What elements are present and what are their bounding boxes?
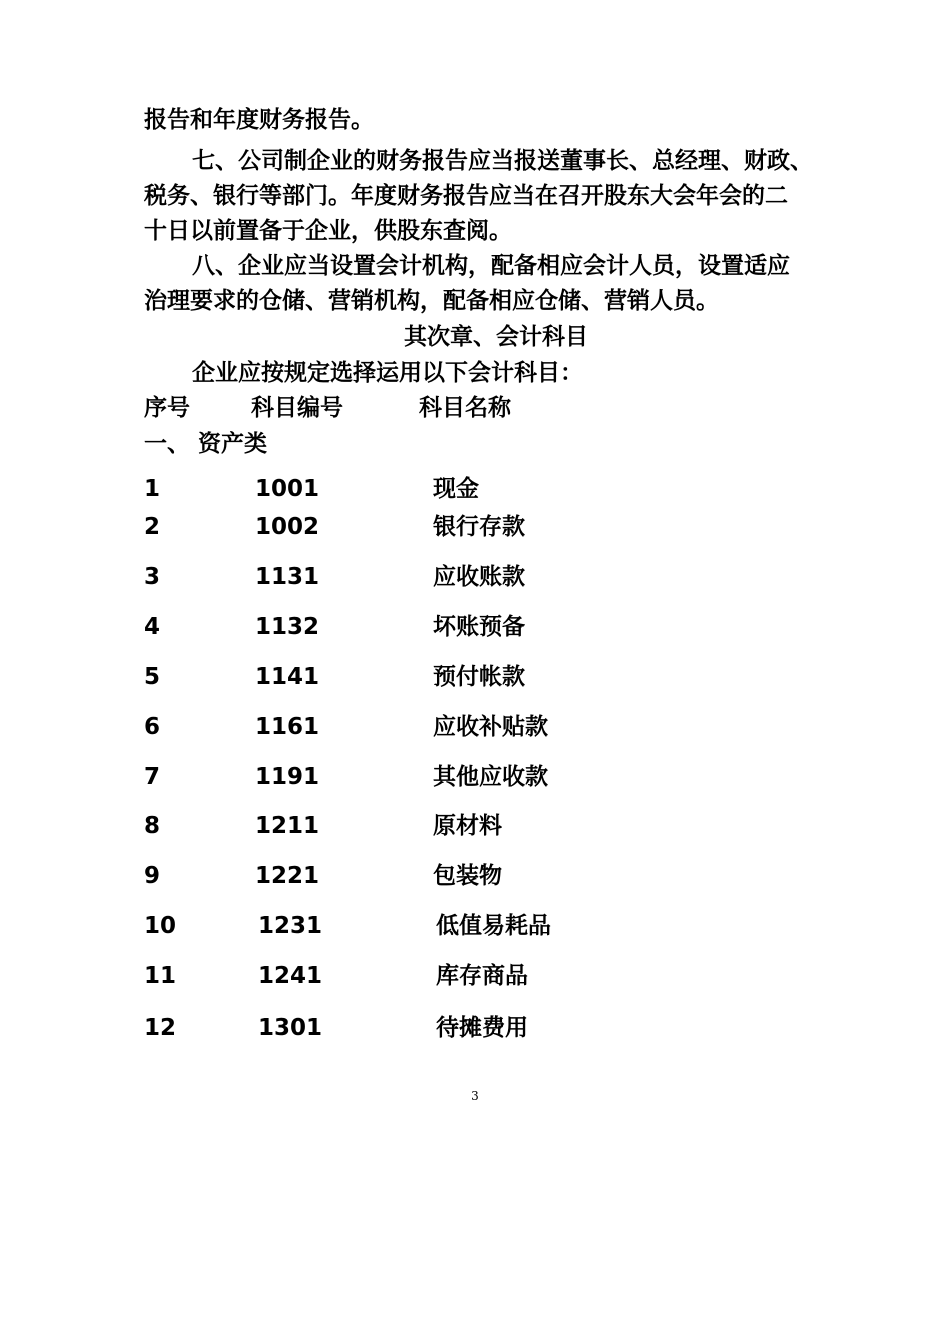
row-code: 1001	[255, 476, 320, 502]
row-name: 库存商品	[436, 963, 528, 989]
row-seq: 5	[144, 664, 161, 690]
row-name: 预付帐款	[433, 664, 525, 690]
row-name: 其他应收款	[433, 764, 548, 790]
category-label: 一、 资产类	[144, 431, 268, 457]
row-name: 银行存款	[433, 514, 525, 540]
paragraph-line-3: 税务、银行等部门。年度财务报告应当在召开股东大会年会的二	[144, 183, 788, 209]
row-seq: 6	[144, 714, 161, 740]
row-code: 1221	[255, 863, 320, 889]
row-seq: 10	[144, 913, 177, 939]
row-name: 应收补贴款	[433, 714, 548, 740]
intro-text: 企业应按规定选择运用以下会计科目：	[192, 360, 583, 386]
row-code: 1191	[255, 764, 320, 790]
chapter-title: 其次章、会计科目	[404, 324, 588, 350]
row-code: 1241	[258, 963, 323, 989]
row-seq: 7	[144, 764, 161, 790]
row-seq: 8	[144, 813, 161, 839]
row-seq: 12	[144, 1015, 177, 1041]
row-seq: 9	[144, 863, 161, 889]
paragraph-line-4: 十日以前置备于企业，供股东查阅。	[144, 218, 512, 244]
row-name: 包装物	[433, 863, 502, 889]
row-name: 低值易耗品	[436, 913, 551, 939]
row-seq: 1	[144, 476, 161, 502]
paragraph-line-1: 报告和年度财务报告。	[144, 107, 374, 133]
row-code: 1231	[258, 913, 323, 939]
row-code: 1301	[258, 1015, 323, 1041]
row-name: 待摊费用	[436, 1015, 528, 1041]
row-name: 现金	[433, 476, 479, 502]
header-code: 科目编号	[251, 395, 343, 421]
row-name: 坏账预备	[433, 614, 525, 640]
paragraph-line-5: 八、企业应当设置会计机构，配备相应会计人员，设置适应	[192, 253, 790, 279]
row-seq: 2	[144, 514, 161, 540]
row-name: 应收账款	[433, 564, 525, 590]
row-code: 1002	[255, 514, 320, 540]
header-seq: 序号	[144, 395, 190, 421]
header-name: 科目名称	[419, 395, 511, 421]
row-code: 1161	[255, 714, 320, 740]
page-number: 3	[471, 1089, 479, 1103]
row-name: 原材料	[433, 813, 502, 839]
paragraph-line-6: 治理要求的仓储、营销机构，配备相应仓储、营销人员。	[144, 288, 719, 314]
row-code: 1211	[255, 813, 320, 839]
row-seq: 3	[144, 564, 161, 590]
row-code: 1131	[255, 564, 320, 590]
row-seq: 11	[144, 963, 177, 989]
paragraph-line-2: 七、公司制企业的财务报告应当报送董事长、总经理、财政、	[192, 148, 813, 174]
row-code: 1132	[255, 614, 320, 640]
row-code: 1141	[255, 664, 320, 690]
row-seq: 4	[144, 614, 161, 640]
